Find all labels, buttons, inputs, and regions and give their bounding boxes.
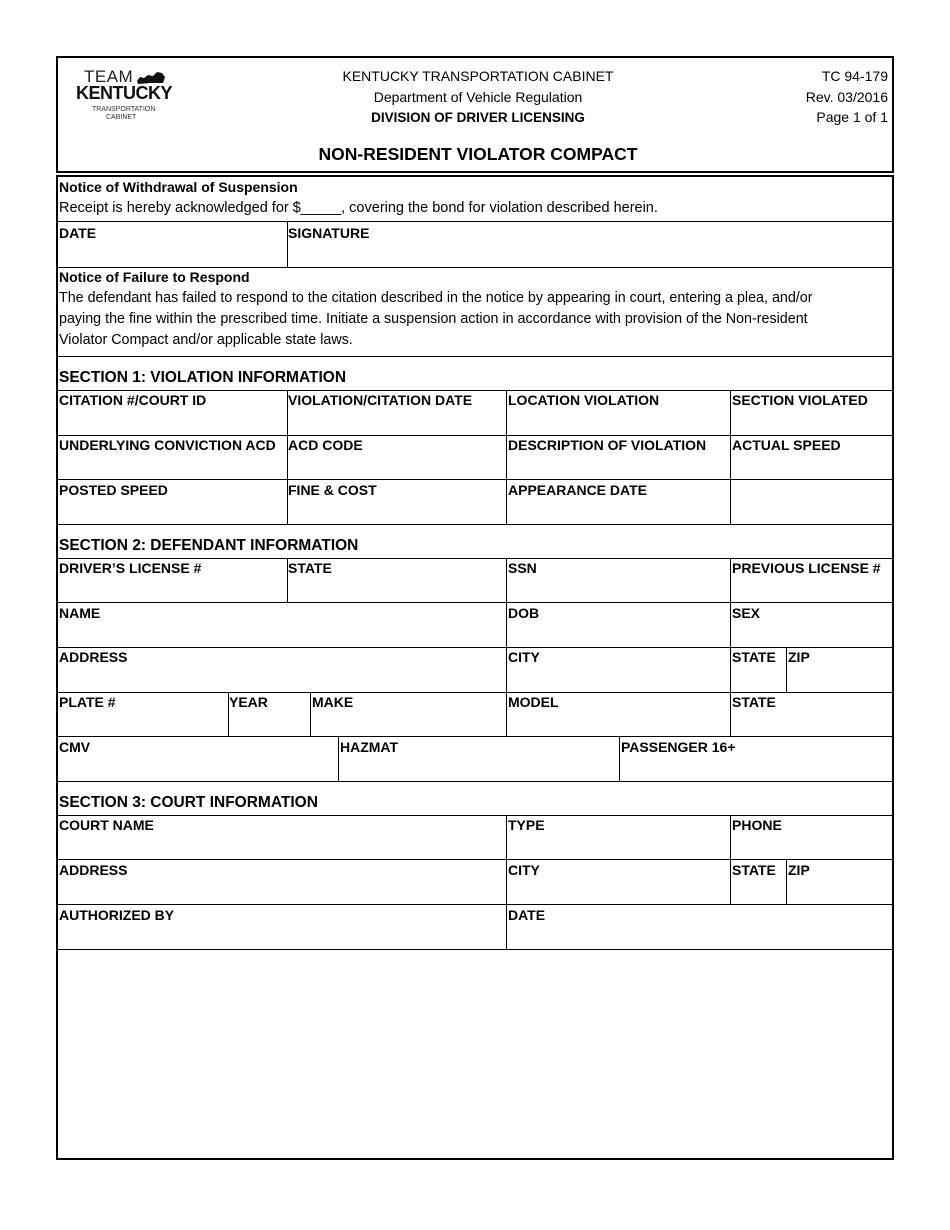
- rule: [57, 949, 893, 950]
- court-address-input[interactable]: [58, 880, 505, 903]
- court-type-input[interactable]: [508, 836, 729, 858]
- dob-label: DOB: [508, 605, 540, 621]
- defendant-state-label: STATE: [732, 649, 776, 665]
- rule: [730, 558, 731, 736]
- year-input[interactable]: [230, 712, 309, 735]
- description-input[interactable]: [508, 456, 729, 478]
- court-zip-label: ZIP: [788, 862, 810, 878]
- appearance-date-label: APPEARANCE DATE: [508, 482, 647, 498]
- court-city-input[interactable]: [508, 880, 729, 903]
- citation-input[interactable]: [58, 411, 286, 434]
- defendant-state-input[interactable]: [732, 668, 785, 691]
- license-state-input[interactable]: [289, 579, 505, 601]
- bond-amount-input[interactable]: [318, 199, 362, 217]
- defendant-address-input[interactable]: [58, 668, 505, 691]
- cmv-input[interactable]: [58, 757, 337, 780]
- logo-team-text: TEAM: [84, 67, 134, 86]
- court-date-input[interactable]: [508, 925, 891, 948]
- rule: [57, 221, 893, 222]
- authorized-by-input[interactable]: [58, 925, 505, 948]
- rule: [57, 859, 893, 860]
- rule: [57, 692, 893, 693]
- rule: [57, 479, 893, 480]
- section1-title: SECTION 1: VIOLATION INFORMATION: [59, 369, 347, 386]
- acd-code-input[interactable]: [289, 456, 505, 478]
- sex-input[interactable]: [732, 623, 891, 646]
- rule: [619, 736, 620, 781]
- license-state-label: STATE: [288, 560, 332, 576]
- location-input[interactable]: [508, 411, 729, 434]
- acd-code-label: ACD CODE: [288, 437, 363, 453]
- actual-speed-label: ACTUAL SPEED: [732, 437, 841, 453]
- defendant-zip-input[interactable]: [788, 668, 891, 691]
- form-revision: Rev. 03/2016: [805, 89, 888, 105]
- rule: [730, 390, 731, 524]
- plate-state-input[interactable]: [732, 712, 891, 735]
- rule: [57, 815, 893, 816]
- appearance-date-input[interactable]: [508, 500, 729, 523]
- actual-speed-input[interactable]: [732, 456, 891, 478]
- rule: [57, 904, 893, 905]
- defendant-zip-label: ZIP: [788, 649, 810, 665]
- rule: [57, 781, 893, 782]
- ssn-label: SSN: [508, 560, 537, 576]
- plate-input[interactable]: [58, 712, 227, 735]
- sex-label: SEX: [732, 605, 761, 621]
- plate-label: PLATE #: [59, 694, 116, 710]
- ssn-input[interactable]: [508, 579, 729, 601]
- withdrawal-date-label: DATE: [59, 225, 97, 241]
- previous-license-input[interactable]: [732, 579, 891, 601]
- rule: [310, 692, 311, 736]
- rule: [57, 356, 893, 357]
- failure-text-line3: Violator Compact and/or applicable state laws.: [59, 332, 353, 348]
- name-label: NAME: [59, 605, 101, 621]
- hazmat-input[interactable]: [340, 757, 618, 780]
- hazmat-label: HAZMAT: [340, 739, 399, 755]
- model-input[interactable]: [508, 712, 729, 735]
- form-number: TC 94-179: [821, 68, 888, 84]
- form-title: NON-RESIDENT VIOLATOR COMPACT: [318, 144, 638, 164]
- description-label: DESCRIPTION OF VIOLATION: [508, 437, 707, 453]
- section-violated-label: SECTION VIOLATED: [732, 392, 868, 408]
- rule: [506, 815, 507, 949]
- cmv-label: CMV: [59, 739, 91, 755]
- rule: [57, 435, 893, 436]
- failure-text-line1: The defendant has failed to respond to the citation described in the notice by appearing in court, entering a plea, and/or: [59, 290, 813, 306]
- model-label: MODEL: [508, 694, 559, 710]
- rule: [57, 267, 893, 268]
- court-zip-input[interactable]: [788, 880, 891, 903]
- year-label: YEAR: [229, 694, 268, 710]
- rule: [287, 390, 288, 524]
- rule: [57, 647, 893, 648]
- page-indicator: Page 1 of 1: [816, 109, 888, 125]
- rule: [506, 390, 507, 524]
- posted-speed-input[interactable]: [58, 500, 286, 523]
- authorized-by-label: AUTHORIZED BY: [59, 907, 175, 923]
- rule: [786, 647, 787, 692]
- make-input[interactable]: [312, 712, 505, 735]
- passenger-input[interactable]: [621, 757, 891, 780]
- agency-name: KENTUCKY TRANSPORTATION CABINET: [342, 68, 614, 84]
- withdrawal-signature-input[interactable]: [289, 243, 891, 266]
- make-label: MAKE: [312, 694, 354, 710]
- rule: [57, 524, 893, 525]
- withdrawal-receipt-text: Receipt is hereby acknowledged for $_____, covering the bond for violation described herein.: [59, 200, 658, 216]
- department-name: Department of Vehicle Regulation: [373, 89, 583, 105]
- previous-license-label: PREVIOUS LICENSE #: [732, 560, 881, 576]
- court-date-label: DATE: [508, 907, 546, 923]
- court-state-input[interactable]: [732, 880, 785, 903]
- rule: [57, 558, 893, 559]
- plate-state-label: STATE: [732, 694, 776, 710]
- name-input[interactable]: [58, 623, 505, 646]
- team-kentucky-logo: [76, 68, 186, 124]
- logo-sub-transportation: TRANSPORTATION: [92, 106, 156, 113]
- fine-cost-input[interactable]: [289, 500, 505, 523]
- posted-speed-label: POSTED SPEED: [59, 482, 168, 498]
- defendant-city-label: CITY: [508, 649, 540, 665]
- court-address-label: ADDRESS: [59, 862, 128, 878]
- logo-kentucky-text: KENTUCKY: [76, 83, 173, 103]
- failure-text-line2: paying the fine within the prescribed time. Initiate a suspension action in accordance with provision of the Non-resident: [59, 311, 808, 327]
- rule: [57, 602, 893, 603]
- court-name-label: COURT NAME: [59, 817, 154, 833]
- division-name: DIVISION OF DRIVER LICENSING: [371, 110, 585, 125]
- fine-cost-label: FINE & COST: [288, 482, 377, 498]
- section3-title: SECTION 3: COURT INFORMATION: [59, 794, 318, 811]
- court-phone-label: PHONE: [732, 817, 782, 833]
- defendant-address-label: ADDRESS: [59, 649, 128, 665]
- section-violated-input[interactable]: [732, 411, 891, 434]
- court-name-input[interactable]: [58, 836, 505, 858]
- rule: [786, 859, 787, 904]
- court-phone-input[interactable]: [732, 836, 891, 858]
- logo-sub-cabinet: CABINET: [106, 114, 137, 121]
- rule: [506, 558, 507, 736]
- underlying-acd-label: UNDERLYING CONVICTION ACD: [59, 437, 276, 453]
- dob-input[interactable]: [508, 623, 729, 646]
- withdrawal-signature-label: SIGNATURE: [288, 225, 370, 241]
- passenger-label: PASSENGER 16+: [621, 739, 736, 755]
- rule: [338, 736, 339, 781]
- citation-label: CITATION #/COURT ID: [59, 392, 207, 408]
- location-label: LOCATION VIOLATION: [508, 392, 660, 408]
- court-state-label: STATE: [732, 862, 776, 878]
- violation-date-input[interactable]: [289, 411, 505, 434]
- court-city-label: CITY: [508, 862, 540, 878]
- failure-heading: Notice of Failure to Respond: [59, 269, 250, 285]
- drivers-license-input[interactable]: [58, 579, 286, 601]
- drivers-license-label: DRIVER’S LICENSE #: [59, 560, 202, 576]
- violation-date-label: VIOLATION/CITATION DATE: [288, 392, 473, 408]
- rule: [57, 736, 893, 737]
- rule: [730, 815, 731, 904]
- court-type-label: TYPE: [508, 817, 545, 833]
- defendant-city-input[interactable]: [508, 668, 729, 691]
- notes-area[interactable]: [58, 951, 892, 1157]
- withdrawal-date-input[interactable]: [58, 243, 286, 266]
- section2-title: SECTION 2: DEFENDANT INFORMATION: [59, 537, 359, 554]
- underlying-acd-input[interactable]: [58, 456, 286, 478]
- rule: [57, 390, 893, 391]
- withdrawal-heading: Notice of Withdrawal of Suspension: [59, 179, 298, 195]
